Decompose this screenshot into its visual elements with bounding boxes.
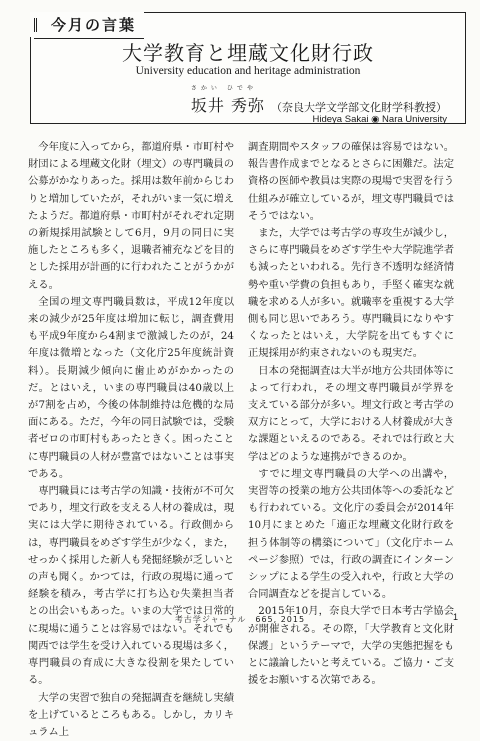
page-number: 1 <box>453 612 458 622</box>
header-box <box>30 12 466 124</box>
author-line <box>191 93 447 116</box>
left-column <box>28 139 234 741</box>
author-name: 坂井 秀弥 <box>191 96 265 115</box>
author-affiliation: （奈良大学文学部文化財学科教授） <box>271 99 447 115</box>
paragraph: 今年度に入ってから，都道府県・市町村や財団による埋蔵文化財（埋文）の専門職員の公募がかなりあった。採用は数年前からじわりと増加していたが，それがいま一気に増えたようだ。都道府県・市町村がそれぞれ定期の新規採用試験として6月，9月の同日に実施したところも多く，退職者補充などを目的とした採用が計画的に行われたことがうかがえる。 <box>28 139 234 294</box>
paragraph: 調査期間やスタッフの確保は容易ではない。報告書作成までとなるとさらに困難だ。法定資格の医師や教員は実際の現場で実習を行う仕組みが確立しているが，埋文専門職員ではそうではない。 <box>248 139 454 225</box>
paragraph: 日本の発掘調査は大半が地方公共団体等によって行われ，その埋文専門職員が学界を支えている部分が多い。埋文行政と考古学の双方にとって，大学における人材養成が大きな課題といえるのである。それでは行政と大学はどのような連携ができるのか。 <box>248 363 454 466</box>
author-romaji: Hideya Sakai ◉ Nara University <box>313 114 447 125</box>
right-column <box>248 139 454 741</box>
article-subtitle: University education and heritage administration <box>31 65 465 77</box>
article-body <box>28 139 454 741</box>
paragraph: 2015年10月，奈良大学で日本考古学協会が開催される。その際，「大学教育と文化財保護」というテーマで，大学の実態把握をもとに議論したいと考えている。ご協力・ご支援をお願いする次第である。 <box>248 603 454 689</box>
article-title: 大学教育と埋蔵文化財行政 <box>31 37 465 66</box>
paragraph: 全国の埋文専門職員数は，平成12年度以来の減少が25年度は増加に転じ，調査費用も平成9年度から4割まで激減したのが，24年度は微増となった（文化庁25年度統計資料）。長期減少傾向に歯止めがかかったのだ。とはいえ，いまの専門職員は40歳以上が7割を占め，今後の体制維持は危機的な局面にある。ただ，今年の同日試験では，受験者ゼロの市町村もあったときく。困ったことに専門職員の人材が豊富ではないことは事実である。 <box>28 294 234 483</box>
paragraph: すでに埋文専門職員の大学への出講や，実習等の授業の地方公共団体等への委託なども行われている。文化庁の委員会が2014年10月にまとめた「適正な埋蔵文化財行政を担う体制等の構築について」（文化庁ホームページ参照）では，行政の調査にインターンシップによる学生の受入れや，行政と大学の合同調査などを提言している。 <box>248 466 454 604</box>
paragraph: 専門職員には考古学の知識・技術が不可欠であり，埋文行政を支える人材の養成は，現実には大学に期待されている。行政側からは，専門職員をめざす学生が少なく，また，せっかく採用した新人も発掘経験が乏しいとの声も聞く。かつては，行政の現場に通って経験を積み，考古学に打ち込む失業担当者との出会いもあった。いまの大学では日常的に現場に通うことは容易ではない。それでも関西では学生を受け入れている現場は多く，専門職員の育成に大きな役割を果たしている。 <box>28 483 234 689</box>
author-name-wrap <box>191 93 265 116</box>
section-label <box>30 12 144 37</box>
journal-footer: 考古学ジャーナル 665, 2015 <box>0 614 480 625</box>
section-label-text: 今月の言葉 <box>51 14 136 35</box>
paragraph: また，大学では考古学の専攻生が減少し，さらに専門職員をめざす学生や大学院進学者も減ったといわれる。先行き不透明な経済情勢や重い学費の負担もあり，手堅く確実な就職を求める人が多い。就職率を重視する大学側も同じ思いであろう。専門職員になりやすくなったとはいえ，大学院を出てもすぐに正規採用が約束されないのも現実だ。 <box>248 225 454 363</box>
decorative-mark-icon <box>34 18 45 32</box>
paragraph: 大学の実習で独自の発掘調査を継続し実績を上げているところもある。しかし，カリキュラム上 <box>28 690 234 741</box>
author-ruby: さかい ひでや <box>191 83 257 92</box>
